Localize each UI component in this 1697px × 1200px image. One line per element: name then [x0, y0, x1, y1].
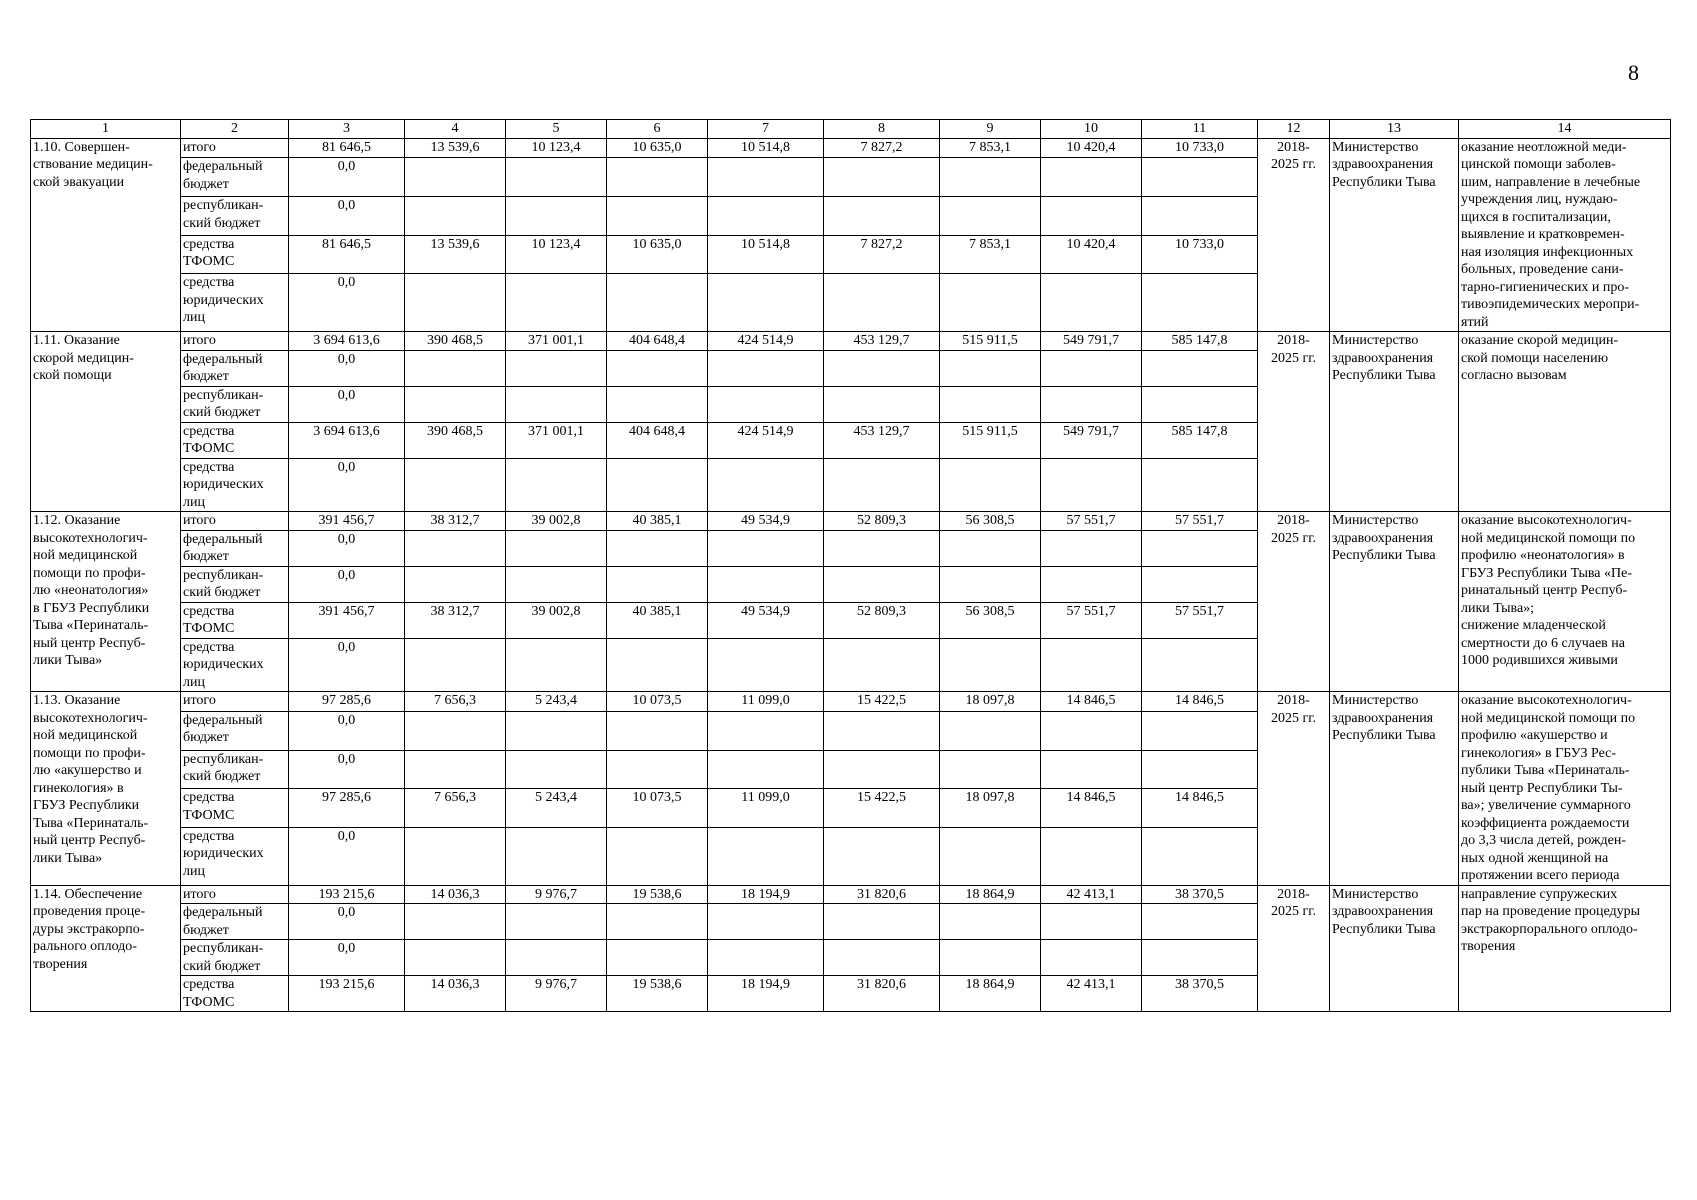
- funding-value: 14 846,5: [1142, 789, 1258, 828]
- funding-value: [506, 827, 607, 885]
- funding-value: [506, 711, 607, 750]
- funding-value: [506, 750, 607, 789]
- funding-value: [708, 197, 824, 236]
- column-header: 14: [1459, 120, 1671, 139]
- funding-value: [824, 904, 940, 940]
- funding-value: [708, 904, 824, 940]
- funding-value: [506, 940, 607, 976]
- column-header: 1: [31, 120, 181, 139]
- funding-value: 49 534,9: [708, 512, 824, 531]
- column-header: 11: [1142, 120, 1258, 139]
- funding-value: [1142, 904, 1258, 940]
- funding-value: 14 846,5: [1041, 789, 1142, 828]
- funding-value: 0,0: [289, 827, 405, 885]
- funding-value: 10 733,0: [1142, 235, 1258, 274]
- funding-value: 3 694 613,6: [289, 332, 405, 351]
- funding-source: итого: [181, 138, 289, 158]
- expected-result: оказание высокотехнологич- ной медицинской помощи по профилю «акушерство и гинекология» в ГБУЗ Рес- публики Тыва «Перинаталь- ный центр Республики Ты- ва»; увеличение суммарного коэффициента рождаемости до 3,3 числа детей, рожден- ных одной женщиной на протяжении всего периода: [1459, 692, 1671, 886]
- funding-value: [1041, 458, 1142, 512]
- funding-value: [1142, 350, 1258, 386]
- funding-value: 38 370,5: [1142, 885, 1258, 904]
- column-header: 5: [506, 120, 607, 139]
- funding-value: 10 420,4: [1041, 235, 1142, 274]
- funding-value: 0,0: [289, 158, 405, 197]
- funding-value: [940, 158, 1041, 197]
- funding-value: 10 073,5: [607, 692, 708, 712]
- funding-value: [506, 530, 607, 566]
- funding-value: 81 646,5: [289, 138, 405, 158]
- funding-source: республикан- ский бюджет: [181, 197, 289, 236]
- table-body: [31, 138, 1671, 1012]
- funding-value: 193 215,6: [289, 885, 405, 904]
- funding-value: [1142, 386, 1258, 422]
- funding-value: [1142, 530, 1258, 566]
- funding-value: 42 413,1: [1041, 976, 1142, 1012]
- funding-value: [1142, 197, 1258, 236]
- responsible-executor: Министерство здравоохранения Республики Тыва: [1330, 512, 1459, 692]
- funding-value: [1142, 750, 1258, 789]
- funding-value: 10 635,0: [607, 235, 708, 274]
- funding-source: итого: [181, 332, 289, 351]
- column-header: 2: [181, 120, 289, 139]
- funding-value: 424 514,9: [708, 332, 824, 351]
- funding-value: 0,0: [289, 711, 405, 750]
- funding-value: 424 514,9: [708, 422, 824, 458]
- funding-source: средства юридических лиц: [181, 827, 289, 885]
- funding-value: [708, 530, 824, 566]
- funding-value: [1041, 350, 1142, 386]
- funding-source: федеральный бюджет: [181, 350, 289, 386]
- funding-value: 14 036,3: [405, 976, 506, 1012]
- funding-value: 14 846,5: [1142, 692, 1258, 712]
- funding-value: 0,0: [289, 458, 405, 512]
- page-number: 8: [1628, 60, 1639, 85]
- funding-value: 453 129,7: [824, 332, 940, 351]
- funding-value: 18 097,8: [940, 692, 1041, 712]
- funding-value: 0,0: [289, 904, 405, 940]
- funding-value: [1142, 827, 1258, 885]
- funding-value: [607, 158, 708, 197]
- funding-value: 31 820,6: [824, 976, 940, 1012]
- funding-value: 18 097,8: [940, 789, 1041, 828]
- funding-value: 0,0: [289, 750, 405, 789]
- funding-value: [1041, 158, 1142, 197]
- funding-source: итого: [181, 885, 289, 904]
- funding-source: федеральный бюджет: [181, 530, 289, 566]
- funding-source: средства ТФОМС: [181, 976, 289, 1012]
- funding-value: 10 073,5: [607, 789, 708, 828]
- funding-value: [607, 940, 708, 976]
- funding-value: [940, 750, 1041, 789]
- funding-value: [940, 530, 1041, 566]
- implementation-period: 2018- 2025 гг.: [1258, 512, 1330, 692]
- funding-value: 3 694 613,6: [289, 422, 405, 458]
- funding-value: 9 976,7: [506, 885, 607, 904]
- column-header: 13: [1330, 120, 1459, 139]
- funding-value: [506, 566, 607, 602]
- funding-value: [708, 940, 824, 976]
- funding-value: 40 385,1: [607, 602, 708, 638]
- activity-name: 1.11. Оказание скорой медицин- ской помощи: [31, 332, 181, 512]
- table-row: [31, 885, 1671, 904]
- funding-value: 585 147,8: [1142, 422, 1258, 458]
- funding-value: 7 656,3: [405, 692, 506, 712]
- funding-value: 7 827,2: [824, 235, 940, 274]
- funding-value: [607, 386, 708, 422]
- funding-source: средства ТФОМС: [181, 235, 289, 274]
- funding-source: итого: [181, 512, 289, 531]
- funding-value: [708, 274, 824, 332]
- funding-source: федеральный бюджет: [181, 904, 289, 940]
- expected-result: направление супружеских пар на проведение процедуры экстракорпорального оплодо- творения: [1459, 885, 1671, 1012]
- funding-value: [1041, 711, 1142, 750]
- expected-result: оказание высокотехнологич- ной медицинской помощи по профилю «неонатология» в ГБУЗ Республики Тыва «Пе- ринатальный центр Респуб- лики Тыва»; снижение младенческой смертности до 6 случаев на 1000 родившихся живыми: [1459, 512, 1671, 692]
- funding-value: 38 312,7: [405, 602, 506, 638]
- funding-value: [607, 350, 708, 386]
- funding-value: [607, 566, 708, 602]
- funding-source: итого: [181, 692, 289, 712]
- funding-source: средства ТФОМС: [181, 602, 289, 638]
- funding-value: [1142, 940, 1258, 976]
- funding-value: 10 123,4: [506, 235, 607, 274]
- funding-value: 0,0: [289, 638, 405, 692]
- column-header: 8: [824, 120, 940, 139]
- program-activities-table: [30, 119, 1671, 1012]
- funding-value: [940, 458, 1041, 512]
- funding-value: [1041, 197, 1142, 236]
- funding-value: 404 648,4: [607, 332, 708, 351]
- funding-value: 13 539,6: [405, 235, 506, 274]
- column-header: 6: [607, 120, 708, 139]
- funding-value: 14 036,3: [405, 885, 506, 904]
- funding-value: 585 147,8: [1142, 332, 1258, 351]
- funding-value: 57 551,7: [1041, 602, 1142, 638]
- funding-value: 10 635,0: [607, 138, 708, 158]
- funding-value: [940, 904, 1041, 940]
- funding-value: 10 514,8: [708, 138, 824, 158]
- funding-value: [405, 827, 506, 885]
- funding-value: 56 308,5: [940, 512, 1041, 531]
- funding-value: [405, 904, 506, 940]
- responsible-executor: Министерство здравоохранения Республики Тыва: [1330, 885, 1459, 1012]
- funding-value: [405, 386, 506, 422]
- funding-value: [824, 350, 940, 386]
- funding-value: [405, 638, 506, 692]
- table-row: [31, 692, 1671, 712]
- column-header: 10: [1041, 120, 1142, 139]
- funding-value: 0,0: [289, 274, 405, 332]
- funding-value: 391 456,7: [289, 602, 405, 638]
- funding-value: [405, 197, 506, 236]
- funding-value: 0,0: [289, 940, 405, 976]
- funding-value: [607, 750, 708, 789]
- funding-value: 39 002,8: [506, 602, 607, 638]
- funding-value: 38 370,5: [1142, 976, 1258, 1012]
- funding-value: [405, 350, 506, 386]
- funding-value: [824, 711, 940, 750]
- funding-value: 390 468,5: [405, 422, 506, 458]
- funding-value: 15 422,5: [824, 789, 940, 828]
- funding-value: 38 312,7: [405, 512, 506, 531]
- funding-value: [708, 827, 824, 885]
- funding-value: 549 791,7: [1041, 332, 1142, 351]
- funding-value: 97 285,6: [289, 692, 405, 712]
- funding-value: 40 385,1: [607, 512, 708, 531]
- table-row: [31, 512, 1671, 531]
- funding-value: 56 308,5: [940, 602, 1041, 638]
- funding-value: [1041, 827, 1142, 885]
- funding-value: 18 864,9: [940, 976, 1041, 1012]
- funding-value: 0,0: [289, 386, 405, 422]
- funding-value: [607, 638, 708, 692]
- funding-value: [607, 904, 708, 940]
- funding-value: 18 194,9: [708, 885, 824, 904]
- funding-value: 371 001,1: [506, 422, 607, 458]
- funding-value: [405, 566, 506, 602]
- funding-value: 42 413,1: [1041, 885, 1142, 904]
- funding-value: [506, 274, 607, 332]
- funding-value: [824, 530, 940, 566]
- funding-value: [824, 274, 940, 332]
- activity-name: 1.13. Оказание высокотехнологич- ной медицинской помощи по профи- лю «акушерство и гинекология» в ГБУЗ Республики Тыва «Перинаталь- ный центр Респуб- лики Тыва»: [31, 692, 181, 886]
- funding-source: средства юридических лиц: [181, 274, 289, 332]
- funding-value: [940, 711, 1041, 750]
- funding-value: [1142, 638, 1258, 692]
- funding-value: 19 538,6: [607, 885, 708, 904]
- funding-value: 5 243,4: [506, 789, 607, 828]
- funding-value: [708, 711, 824, 750]
- funding-value: 7 656,3: [405, 789, 506, 828]
- activity-name: 1.14. Обеспечение проведения проце- дуры экстракорпо- рального оплодо- творения: [31, 885, 181, 1012]
- funding-value: [824, 638, 940, 692]
- funding-value: [1142, 158, 1258, 197]
- funding-value: 57 551,7: [1041, 512, 1142, 531]
- responsible-executor: Министерство здравоохранения Республики Тыва: [1330, 138, 1459, 332]
- funding-value: [824, 458, 940, 512]
- funding-value: 49 534,9: [708, 602, 824, 638]
- funding-value: 7 853,1: [940, 138, 1041, 158]
- funding-value: 5 243,4: [506, 692, 607, 712]
- funding-value: [506, 158, 607, 197]
- funding-value: 9 976,7: [506, 976, 607, 1012]
- funding-value: 11 099,0: [708, 789, 824, 828]
- funding-value: [940, 638, 1041, 692]
- funding-source: республикан- ский бюджет: [181, 386, 289, 422]
- funding-value: 52 809,3: [824, 512, 940, 531]
- funding-value: [1041, 904, 1142, 940]
- funding-source: республикан- ский бюджет: [181, 750, 289, 789]
- implementation-period: 2018- 2025 гг.: [1258, 138, 1330, 332]
- funding-value: 7 853,1: [940, 235, 1041, 274]
- funding-value: [708, 458, 824, 512]
- funding-value: 52 809,3: [824, 602, 940, 638]
- funding-value: [824, 566, 940, 602]
- header-row: [31, 120, 1671, 139]
- column-header: 12: [1258, 120, 1330, 139]
- funding-value: [708, 638, 824, 692]
- funding-value: [506, 904, 607, 940]
- funding-source: средства ТФОМС: [181, 422, 289, 458]
- funding-value: [405, 530, 506, 566]
- funding-value: [405, 750, 506, 789]
- funding-value: [607, 711, 708, 750]
- funding-value: [940, 566, 1041, 602]
- column-header: 4: [405, 120, 506, 139]
- funding-value: [940, 386, 1041, 422]
- expected-result: оказание неотложной меди- цинской помощи заболев- шим, направление в лечебные учреждения лиц, нуждаю- щихся в госпитализации, выявление и кратковремен- ная изоляция инфекционных больных, проведение сани- тарно-гигиенических и про- тивоэпидемических меропри- ятий: [1459, 138, 1671, 332]
- funding-source: республикан- ский бюджет: [181, 566, 289, 602]
- funding-value: [607, 274, 708, 332]
- implementation-period: 2018- 2025 гг.: [1258, 332, 1330, 512]
- funding-value: [940, 940, 1041, 976]
- funding-value: 18 194,9: [708, 976, 824, 1012]
- funding-value: [1142, 458, 1258, 512]
- funding-value: 19 538,6: [607, 976, 708, 1012]
- table-row: [31, 332, 1671, 351]
- funding-value: [405, 458, 506, 512]
- funding-value: [708, 158, 824, 197]
- funding-source: федеральный бюджет: [181, 158, 289, 197]
- funding-value: 57 551,7: [1142, 512, 1258, 531]
- funding-value: [506, 638, 607, 692]
- funding-value: 18 864,9: [940, 885, 1041, 904]
- funding-value: [1041, 750, 1142, 789]
- funding-value: [607, 458, 708, 512]
- funding-value: 97 285,6: [289, 789, 405, 828]
- funding-value: [824, 750, 940, 789]
- funding-value: [405, 940, 506, 976]
- funding-value: [506, 458, 607, 512]
- funding-value: [940, 197, 1041, 236]
- responsible-executor: Министерство здравоохранения Республики Тыва: [1330, 692, 1459, 886]
- column-header: 7: [708, 120, 824, 139]
- funding-value: [824, 197, 940, 236]
- funding-source: средства ТФОМС: [181, 789, 289, 828]
- funding-value: 0,0: [289, 197, 405, 236]
- implementation-period: 2018- 2025 гг.: [1258, 692, 1330, 886]
- table-row: [31, 138, 1671, 158]
- funding-value: [1041, 566, 1142, 602]
- implementation-period: 2018- 2025 гг.: [1258, 885, 1330, 1012]
- funding-value: 13 539,6: [405, 138, 506, 158]
- funding-value: [824, 940, 940, 976]
- funding-value: 57 551,7: [1142, 602, 1258, 638]
- funding-value: [506, 350, 607, 386]
- funding-value: [405, 158, 506, 197]
- funding-value: 10 420,4: [1041, 138, 1142, 158]
- funding-value: [708, 350, 824, 386]
- funding-value: [940, 350, 1041, 386]
- funding-value: [824, 158, 940, 197]
- funding-value: 0,0: [289, 566, 405, 602]
- funding-value: [506, 197, 607, 236]
- funding-value: 15 422,5: [824, 692, 940, 712]
- funding-source: средства юридических лиц: [181, 638, 289, 692]
- funding-value: 371 001,1: [506, 332, 607, 351]
- funding-value: [405, 274, 506, 332]
- column-header: 9: [940, 120, 1041, 139]
- funding-value: [607, 827, 708, 885]
- funding-value: 390 468,5: [405, 332, 506, 351]
- funding-value: [607, 197, 708, 236]
- funding-value: [940, 274, 1041, 332]
- funding-value: 549 791,7: [1041, 422, 1142, 458]
- funding-value: [607, 530, 708, 566]
- funding-value: [506, 386, 607, 422]
- funding-value: [1041, 940, 1142, 976]
- funding-value: 10 514,8: [708, 235, 824, 274]
- funding-value: [1041, 530, 1142, 566]
- funding-value: [1142, 711, 1258, 750]
- funding-value: 404 648,4: [607, 422, 708, 458]
- funding-value: [1041, 386, 1142, 422]
- responsible-executor: Министерство здравоохранения Республики Тыва: [1330, 332, 1459, 512]
- funding-value: 14 846,5: [1041, 692, 1142, 712]
- funding-value: 453 129,7: [824, 422, 940, 458]
- funding-value: 31 820,6: [824, 885, 940, 904]
- funding-value: [708, 566, 824, 602]
- activity-name: 1.12. Оказание высокотехнологич- ной медицинской помощи по профи- лю «неонатология» в ГБУЗ Республики Тыва «Перинаталь- ный центр Респуб- лики Тыва»: [31, 512, 181, 692]
- funding-value: 81 646,5: [289, 235, 405, 274]
- funding-value: [1041, 274, 1142, 332]
- funding-value: 39 002,8: [506, 512, 607, 531]
- funding-value: 193 215,6: [289, 976, 405, 1012]
- funding-value: [708, 750, 824, 789]
- funding-value: [824, 827, 940, 885]
- funding-source: средства юридических лиц: [181, 458, 289, 512]
- funding-value: 391 456,7: [289, 512, 405, 531]
- funding-value: [405, 711, 506, 750]
- funding-value: [1041, 638, 1142, 692]
- activity-name: 1.10. Совершен- ствование медицин- ской эвакуации: [31, 138, 181, 332]
- funding-value: 11 099,0: [708, 692, 824, 712]
- funding-value: [1142, 566, 1258, 602]
- column-header: 3: [289, 120, 405, 139]
- funding-source: республикан- ский бюджет: [181, 940, 289, 976]
- funding-value: [940, 827, 1041, 885]
- funding-value: 10 123,4: [506, 138, 607, 158]
- funding-value: [1142, 274, 1258, 332]
- expected-result: оказание скорой медицин- ской помощи населению согласно вызовам: [1459, 332, 1671, 512]
- funding-value: 515 911,5: [940, 332, 1041, 351]
- funding-value: 10 733,0: [1142, 138, 1258, 158]
- funding-value: 0,0: [289, 350, 405, 386]
- funding-value: 0,0: [289, 530, 405, 566]
- funding-value: 515 911,5: [940, 422, 1041, 458]
- funding-value: 7 827,2: [824, 138, 940, 158]
- funding-value: [824, 386, 940, 422]
- funding-value: [708, 386, 824, 422]
- funding-source: федеральный бюджет: [181, 711, 289, 750]
